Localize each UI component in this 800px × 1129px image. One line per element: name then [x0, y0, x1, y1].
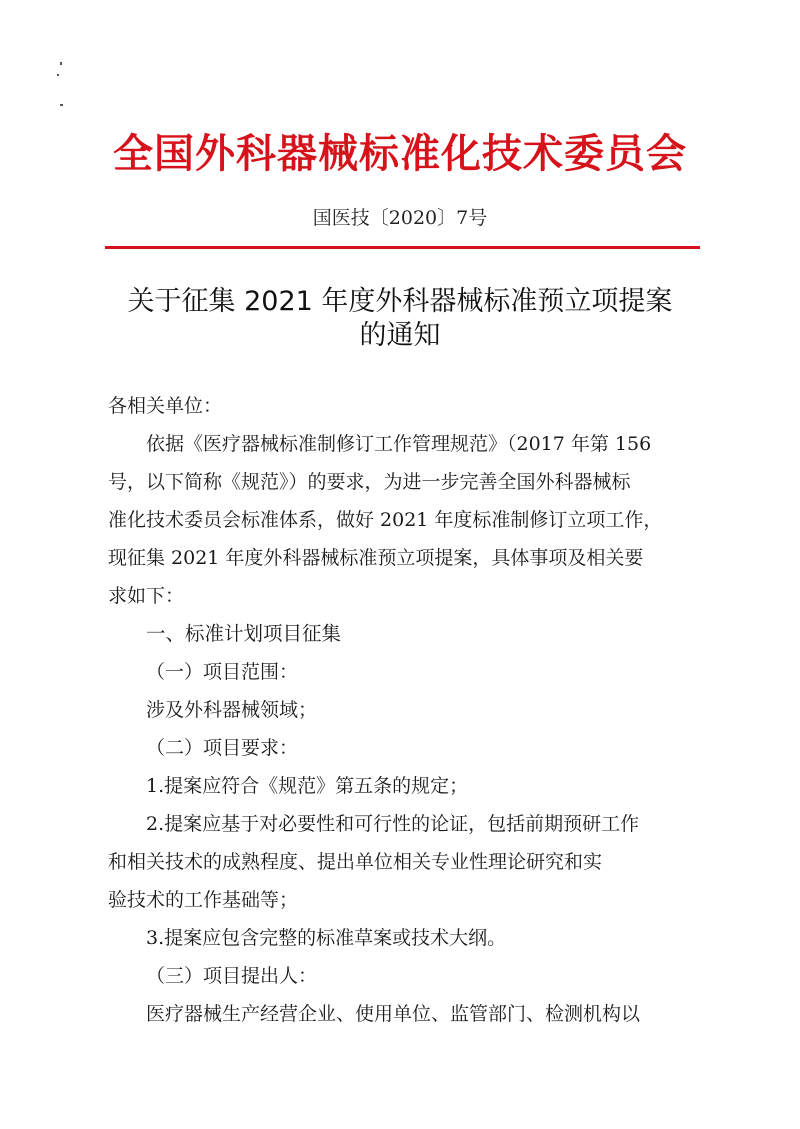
requirement-item-continued: 验技术的工作基础等；	[108, 889, 299, 911]
intro-paragraph-line: 现征集 2021 年度外科器械标准预立项提案，具体事项及相关要	[108, 547, 644, 569]
scan-speck	[57, 74, 59, 76]
red-divider-rule	[105, 246, 700, 249]
salutation: 各相关单位：	[108, 395, 223, 417]
notice-title-line: 关于征集 2021 年度外科器械标准预立项提案	[127, 286, 673, 317]
intro-paragraph-line: 求如下：	[108, 585, 185, 607]
intro-paragraph-line: 号，以下简称《规范》）的要求，为进一步完善全国外科器械标	[108, 471, 631, 493]
scan-speck	[60, 104, 63, 106]
subsection-text: 涉及外科器械领域；	[146, 699, 318, 721]
subsection-heading: （一）项目范围：	[146, 661, 299, 683]
org-title: 全国外科器械标准化技术委员会	[113, 130, 687, 177]
intro-paragraph-line: 准化技术委员会标准体系，做好 2021 年度标准制修订立项工作，	[108, 509, 663, 531]
requirement-item: 3.提案应包含完整的标准草案或技术大纲。	[146, 927, 507, 949]
subsection-heading: （二）项目要求：	[146, 737, 299, 759]
scan-speck	[60, 62, 62, 65]
requirement-item: 1.提案应符合《规范》第五条的规定；	[146, 775, 469, 797]
section-heading: 一、标准计划项目征集	[146, 622, 342, 645]
subsection-text: 医疗器械生产经营企业、使用单位、监管部门、检测机构以	[146, 1003, 641, 1025]
doc-number: 国医技〔2020〕7号	[312, 207, 488, 229]
requirement-item-continued: 和相关技术的成熟程度、提出单位相关专业性理论研究和实	[108, 851, 603, 873]
intro-paragraph-line: 依据《医疗器械标准制修订工作管理规范》（2017 年第 156	[146, 433, 652, 455]
requirement-item: 2.提案应基于对必要性和可行性的论证，包括前期预研工作	[146, 813, 640, 835]
notice-title-line: 的通知	[359, 320, 441, 351]
notice-title	[0, 285, 800, 353]
subsection-heading: （三）项目提出人：	[146, 965, 318, 987]
